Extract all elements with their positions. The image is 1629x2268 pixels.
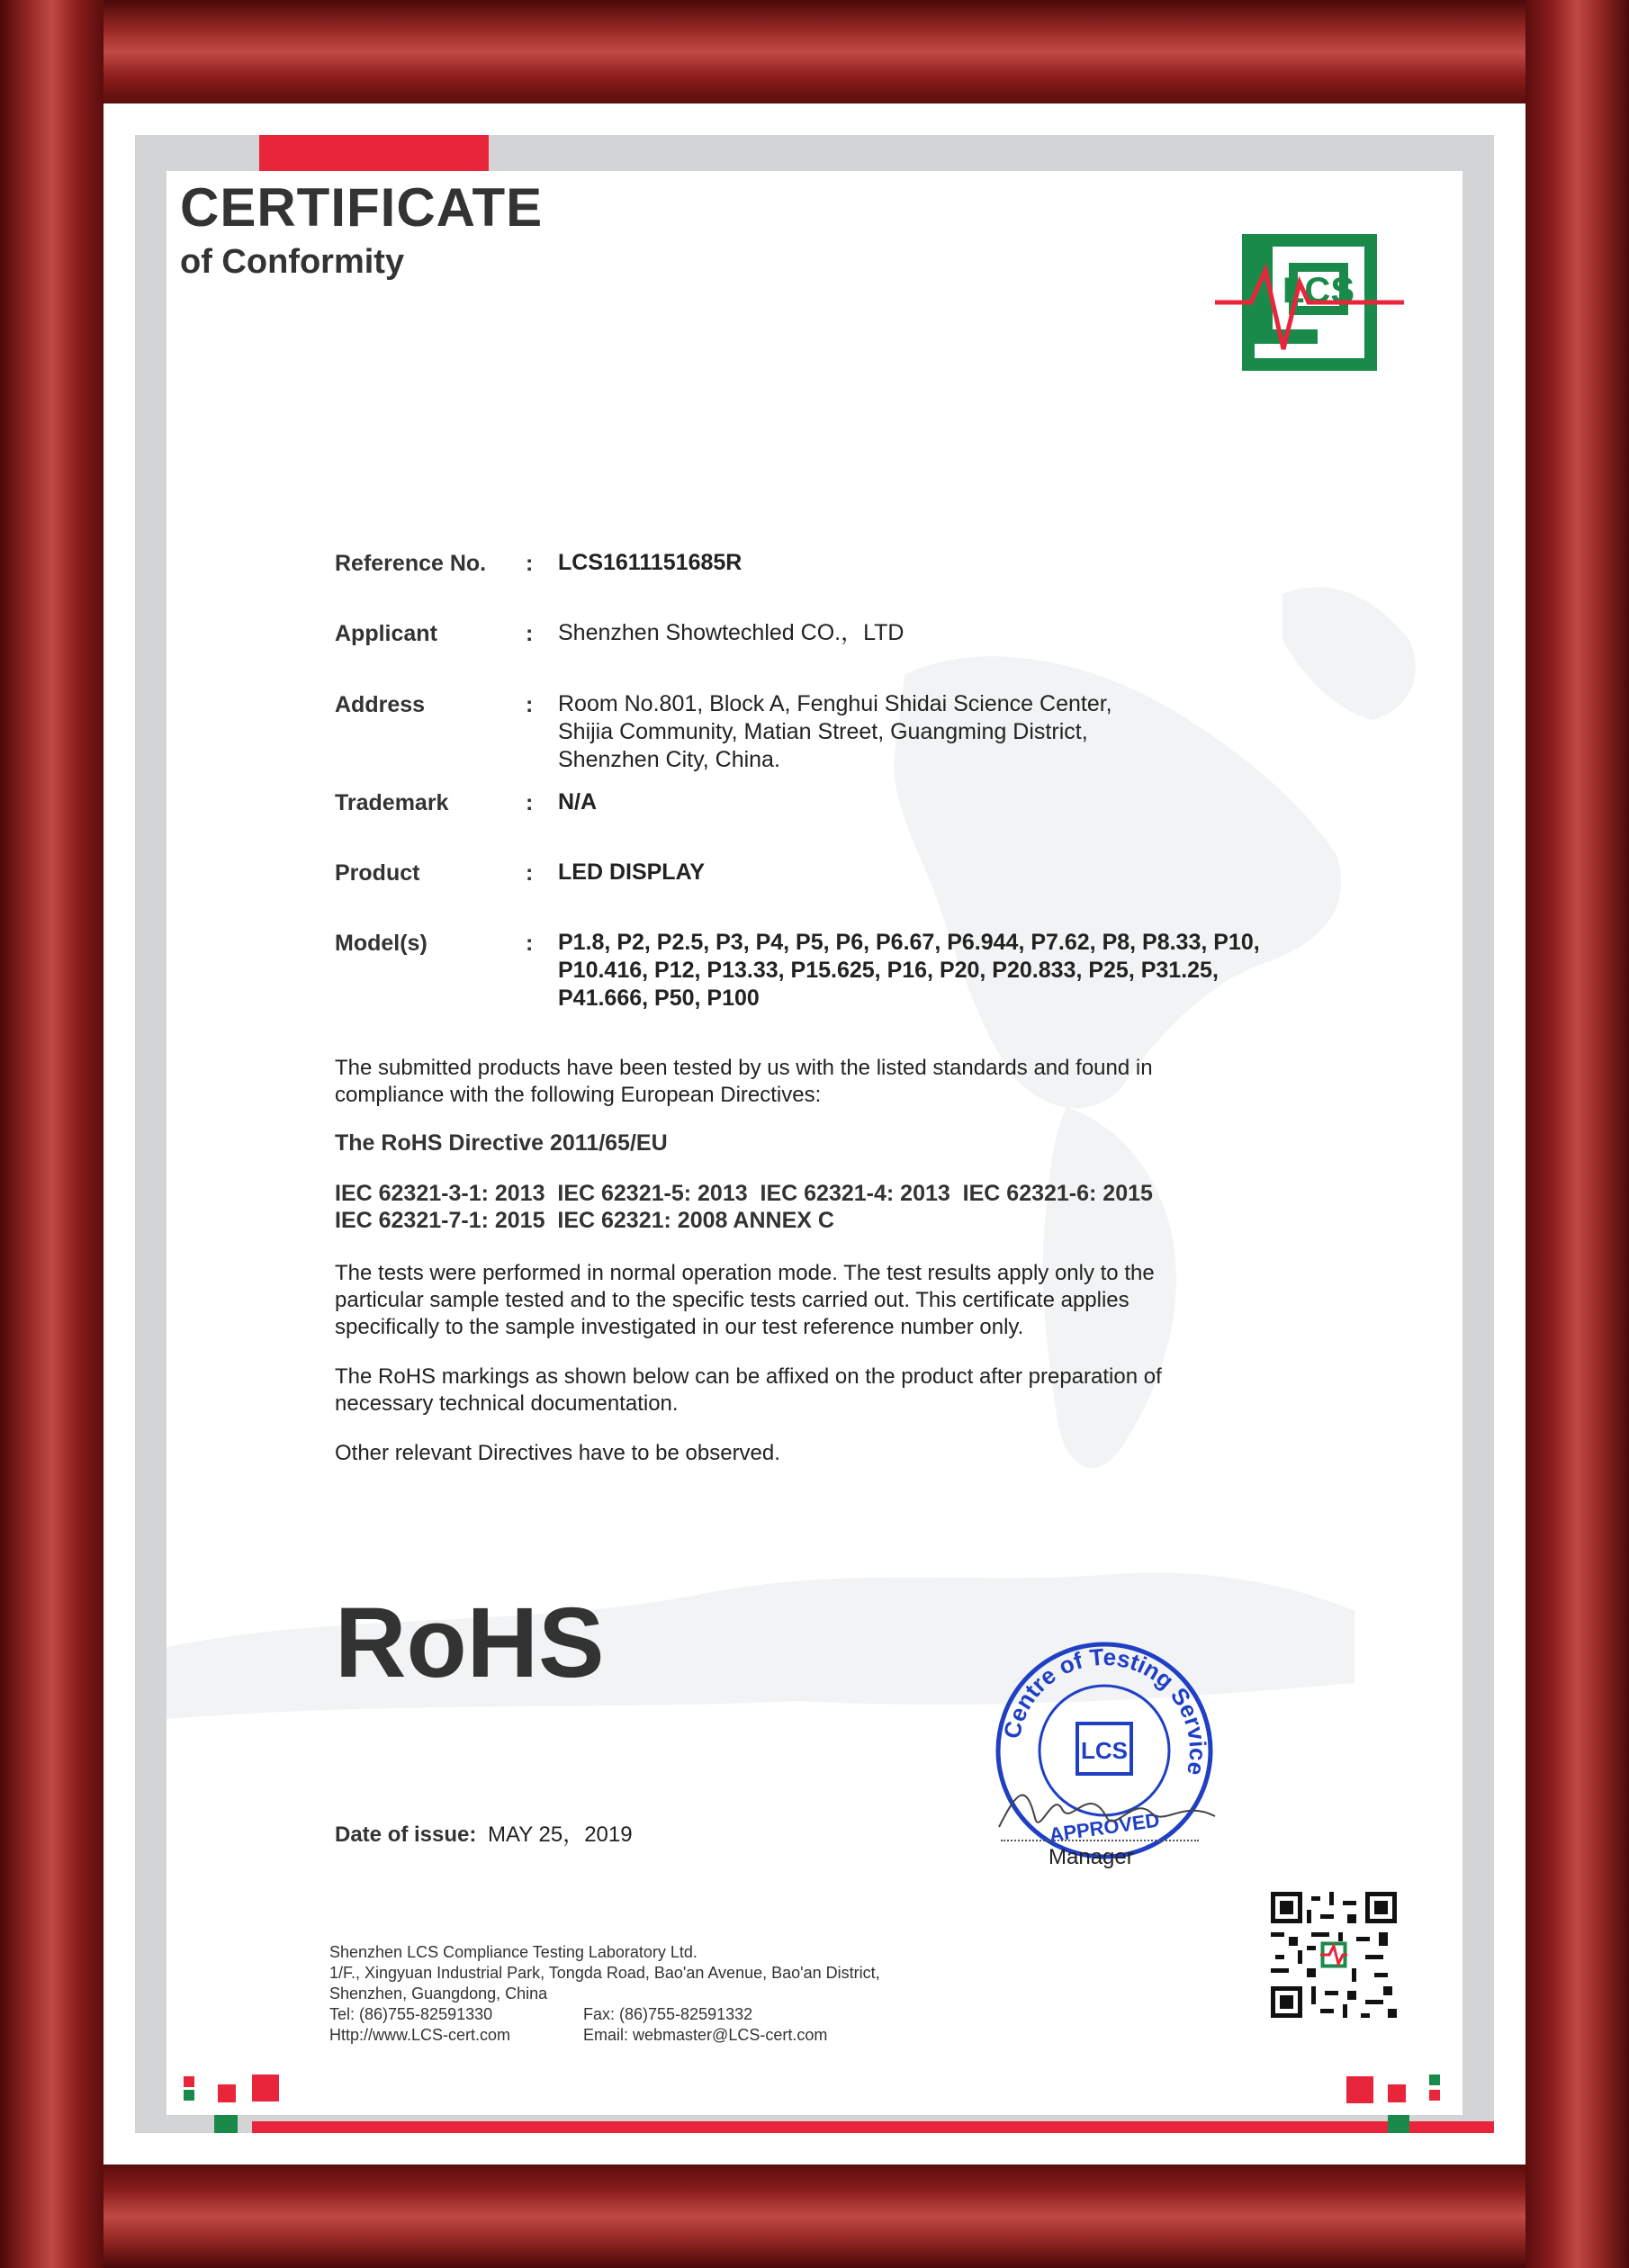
footer-tel: Tel: (86)755-82591330 [329, 2005, 493, 2023]
deco-square [1429, 2074, 1440, 2085]
deco-square [252, 2074, 279, 2102]
product-colon: : [526, 860, 534, 886]
deco-square [184, 2090, 194, 2101]
footer-address-2: Shenzhen, Guangdong, China [329, 1984, 548, 2002]
signature-line [1001, 1840, 1199, 1841]
address-colon: : [526, 692, 534, 717]
reference-value: LCS1611151685R [558, 550, 742, 575]
stamp-status: APPROVED [1048, 1808, 1161, 1847]
footer-email: Email: webmaster@LCS-cert.com [583, 2026, 828, 2044]
frame-top [0, 0, 1629, 104]
top-red-bar [259, 135, 489, 171]
date-label: Date of issue: [335, 1822, 477, 1847]
trademark-label: Trademark [335, 790, 449, 815]
tests-line-2: particular sample tested and to the specific tests carried out. This certificate applies [335, 1288, 1130, 1312]
deco-square [214, 2115, 238, 2133]
bottom-red-bar [252, 2121, 1494, 2133]
footer-company: Shenzhen LCS Compliance Testing Laboratory Ltd. [329, 1943, 698, 1961]
frame-right [1526, 0, 1629, 2268]
markings-line-1: The RoHS markings as shown below can be affixed on the product after preparation of [335, 1364, 1162, 1389]
models-colon: : [526, 931, 534, 956]
manager-signature [990, 1764, 1224, 1845]
standards-line-1: IEC 62321-3-1: 2013 IEC 62321-5: 2013 IEC 62321-4: 2013 IEC 62321-6: 2015 [335, 1181, 1153, 1206]
models-line-2: P10.416, P12, P13.33, P15.625, P16, P20, P20.833, P25, P31.25, [558, 958, 1219, 983]
certificate-title: CERTIFICATE [180, 177, 544, 238]
logo-letter: LCS [1282, 271, 1354, 310]
deco-square [1346, 2076, 1373, 2103]
address-line-1: Room No.801, Block A, Fenghui Shidai Science Center, [558, 691, 1112, 716]
deco-square [1388, 2084, 1406, 2102]
stamp-logo: LCS [1081, 1737, 1128, 1764]
deco-square [1429, 2090, 1440, 2101]
directive-name: The RoHS Directive 2011/65/EU [335, 1130, 668, 1156]
reference-label: Reference No. [335, 551, 487, 576]
markings-line-2: necessary technical documentation. [335, 1391, 679, 1416]
product-label: Product [335, 860, 420, 886]
other-directives: Other relevant Directives have to be observed. [335, 1441, 780, 1465]
intro-line-1: The submitted products have been tested by us with the listed standards and found in [335, 1056, 1153, 1080]
models-label: Model(s) [335, 931, 428, 956]
applicant-label: Applicant [335, 621, 437, 646]
address-label: Address [335, 692, 426, 717]
address-line-3: Shenzhen City, China. [558, 747, 780, 772]
tests-line-3: specifically to the sample investigated in our test reference number only. [335, 1315, 1024, 1339]
tests-line-1: The tests were performed in normal operation mode. The test results apply only to the [335, 1261, 1155, 1285]
models-line-1: P1.8, P2, P2.5, P3, P4, P5, P6, P6.67, P6.944, P7.62, P8, P8.33, P10, [558, 930, 1260, 955]
date-value: MAY 25，2019 [488, 1822, 633, 1847]
certificate-subtitle: of Conformity [180, 243, 405, 281]
footer-fax: Fax: (86)755-82591332 [583, 2005, 753, 2023]
address-line-2: Shijia Community, Matian Street, Guangming District, [558, 719, 1088, 744]
reference-colon: : [526, 551, 534, 576]
qr-code[interactable] [1271, 1892, 1397, 2018]
date-of-issue [335, 1816, 633, 1848]
stamp-ring-text: Centre of Testing Service [997, 1642, 1212, 1778]
trademark-value: N/A [558, 789, 598, 814]
footer-web: Http://www.LCS-cert.com [329, 2026, 511, 2044]
product-value: LED DISPLAY [558, 860, 706, 885]
rohs-mark: RoHS [335, 1588, 605, 1698]
signature-role: Manager [1048, 1845, 1134, 1869]
deco-square [184, 2076, 194, 2087]
applicant-colon: : [526, 621, 534, 646]
frame-bottom [0, 2164, 1629, 2268]
lcs-logo [1215, 232, 1404, 376]
footer-address-1: 1/F., Xingyuan Industrial Park, Tongda Road, Bao'an Avenue, Bao'an District, [329, 1964, 880, 1982]
standards-line-2: IEC 62321-7-1: 2015 IEC 62321: 2008 ANNEX C [335, 1208, 834, 1233]
trademark-colon: : [526, 790, 534, 815]
deco-square [1388, 2115, 1409, 2133]
models-line-3: P41.666, P50, P100 [558, 986, 760, 1011]
deco-square [218, 2084, 236, 2102]
applicant-value: Shenzhen Showtechled CO.，LTD [558, 620, 904, 645]
frame-left [0, 0, 104, 2268]
intro-line-2: compliance with the following European Directives: [335, 1083, 822, 1107]
